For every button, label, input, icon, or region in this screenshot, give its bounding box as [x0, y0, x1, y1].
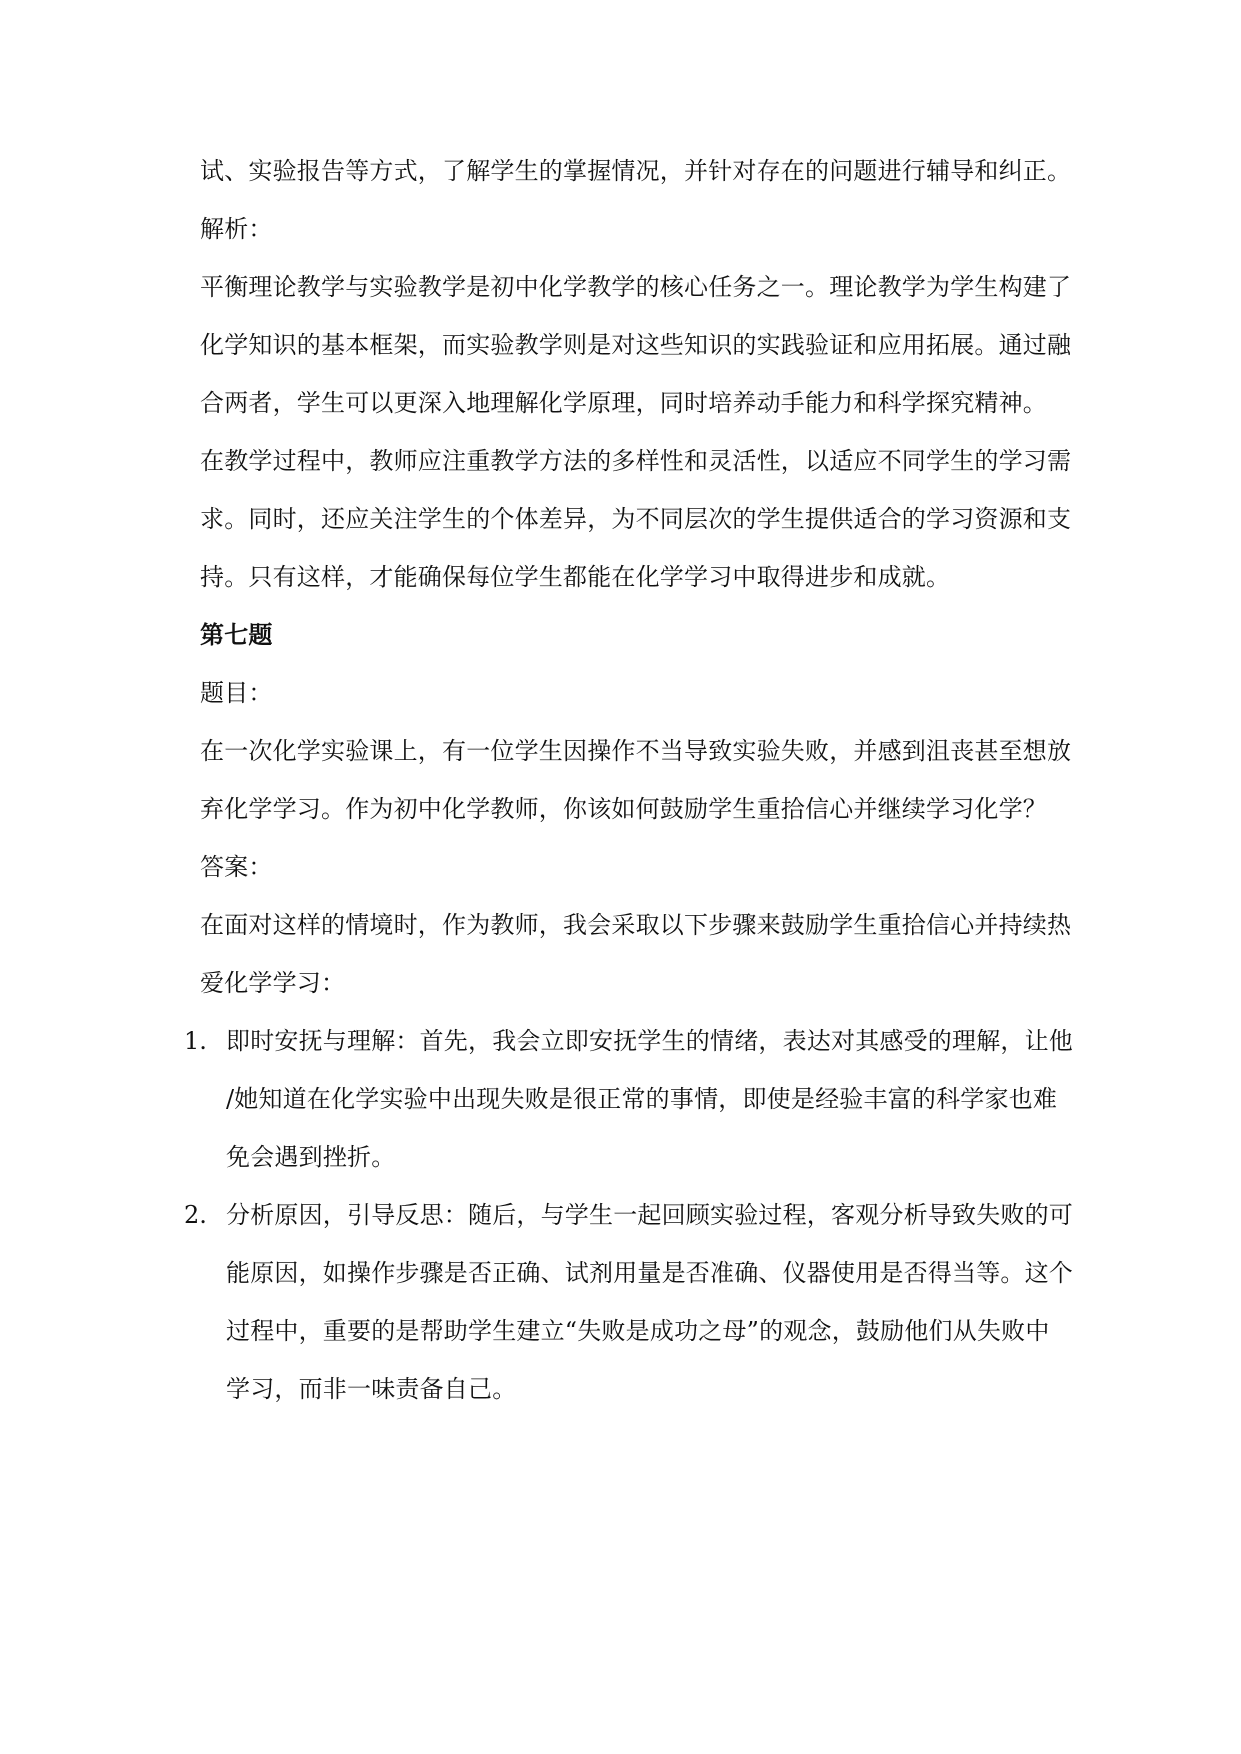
numbered-list — [184, 1012, 1090, 1418]
text-line: 在教学过程中，教师应注重教学方法的多样性和灵活性，以适应不同学生的学习需 — [200, 447, 1072, 475]
document-content — [184, 142, 1090, 1418]
text-line: 免会遇到挫折。 — [226, 1143, 396, 1171]
answer-intro — [200, 896, 1090, 1012]
text-line: 在一次化学实验课上，有一位学生因操作不当导致实验失败，并感到沮丧甚至想放 — [200, 737, 1072, 765]
text-line: 合两者，学生可以更深入地理解化学原理，同时培养动手能力和科学探究精神。 — [200, 389, 1047, 417]
question-label: 题目： — [200, 679, 273, 707]
text-line: 弃化学学习。作为初中化学教师，你该如何鼓励学生重拾信心并继续学习化学？ — [200, 795, 1047, 823]
text-line: 求。同时，还应关注学生的个体差异，为不同层次的学生提供适合的学习资源和支 — [200, 505, 1072, 533]
text-line: 在面对这样的情境时，作为教师，我会采取以下步骤来鼓励学生重拾信心并持续热 — [200, 911, 1072, 939]
text-line: 试、实验报告等方式，了解学生的掌握情况，并针对存在的问题进行辅导和纠正。 — [200, 157, 1072, 185]
text-line: 持。只有这样，才能确保每位学生都能在化学学习中取得进步和成就。 — [200, 563, 951, 591]
list-number: 1. — [184, 1027, 207, 1055]
text-line: 即时安抚与理解：首先，我会立即安抚学生的情绪，表达对其感受的理解，让他 — [226, 1027, 1073, 1055]
list-item — [184, 1186, 1090, 1418]
text-line: 学习，而非一味责备自己。 — [226, 1375, 517, 1403]
list-item — [184, 1012, 1090, 1186]
text-line: 分析原因，引导反思：随后，与学生一起回顾实验过程，客观分析导致失败的可 — [226, 1201, 1073, 1229]
list-number: 2. — [184, 1201, 207, 1229]
question-text — [200, 722, 1090, 838]
text-line: 爱化学学习： — [200, 969, 346, 997]
text-line: 化学知识的基本框架，而实验教学则是对这些知识的实践验证和应用拓展。通过融 — [200, 331, 1072, 359]
text-line: 过程中，重要的是帮助学生建立“失败是成功之母”的观念，鼓励他们从失败中 — [226, 1317, 1050, 1345]
text-line: /她知道在化学实验中出现失败是很正常的事情，即使是经验丰富的科学家也难 — [226, 1085, 1058, 1113]
text-line: 能原因，如操作步骤是否正确、试剂用量是否准确、仪器使用是否得当等。这个 — [226, 1259, 1073, 1287]
analysis-section — [200, 142, 1090, 606]
section-heading: 第七题 — [200, 620, 273, 649]
analysis-label: 解析： — [200, 215, 273, 243]
text-line: 平衡理论教学与实验教学是初中化学教学的核心任务之一。理论教学为学生构建了 — [200, 273, 1072, 301]
answer-label: 答案： — [200, 853, 273, 881]
